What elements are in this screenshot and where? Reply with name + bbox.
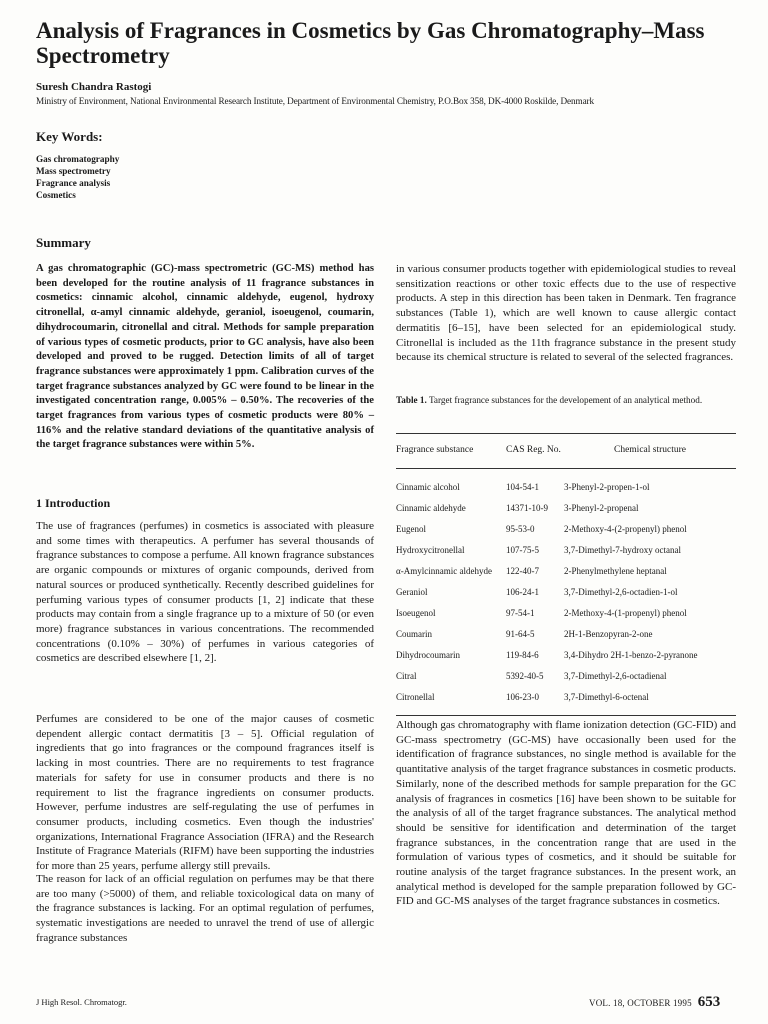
table-header-row [396, 434, 736, 469]
footer-volume: VOL. 18, OCTOBER 1995 [589, 998, 692, 1008]
table-cell-cas: 119-84-6 [506, 650, 539, 660]
table-cell-structure: 3,7-Dimethyl-2,6-octadien-1-ol [564, 587, 678, 597]
table-cell-structure: 3,7-Dimethyl-6-octenal [564, 687, 736, 716]
table-cell-substance: Cinnamic alcohol [396, 482, 460, 492]
table-cell-cas: 97-54-1 [506, 608, 535, 618]
table-cell-cas: 122-40-7 [506, 566, 539, 576]
table-cell-cas: 106-23-0 [506, 687, 564, 716]
summary-heading: Summary [36, 235, 91, 250]
introduction-paragraph-1: The use of fragrances (perfumes) in cosmetics is associated with pleasure and some times with therapeutics. A perfumer has several thousands of fragrance substances to compose a perfume. All known fragrance substances are organic compounds or mixtures of organic compounds, derived from natural sources or produced synthetically. Recently described guidelines for perfuming various types of consumer products [1, 2] indicate that these products may contain from a single fragrance up to a mixture of 50 (or even more) fragrance substances in various concentrations. The recommended concentrations (0.10% – 30%) of perfumes in various categories of cosmetics are described elsewhere [1, 2]. [36, 520, 374, 665]
table-caption-text: Target fragrance substances for the developement of an analytical method. [428, 395, 703, 405]
table-cell-substance: Cinnamic aldehyde [396, 503, 466, 513]
table-cell-cas: 106-24-1 [506, 587, 539, 597]
fragrance-table [396, 433, 736, 716]
table-cell-structure: 3,4-Dihydro 2H-1-benzo-2-pyranone [564, 650, 698, 660]
table-row [396, 469, 736, 498]
table-header-cas: CAS Reg. No. [506, 434, 564, 469]
table-cell-cas: 5392-40-5 [506, 671, 544, 681]
table-cell-structure: 2-Methoxy-4-(2-propenyl) phenol [564, 524, 687, 534]
table-cell-structure: 2-Phenylmethylene heptanal [564, 566, 667, 576]
table-cell-cas: 107-75-5 [506, 545, 539, 555]
table-cell-substance: Hydroxycitronellal [396, 545, 465, 555]
table-cell-cas: 14371-10-9 [506, 503, 548, 513]
keyword-item: Cosmetics [36, 190, 76, 200]
table-row [396, 645, 736, 666]
table-cell-structure: 3,7-Dimethyl-7-hydroxy octanal [564, 545, 681, 555]
introduction-paragraph-3: The reason for lack of an official regulation on perfumes may be that there are too many (>5000) of them, and reliable toxicological data on many of the fragrance substances is lacking. For an optimal regulation of perfumes, systematic investigations are needed to unravel the trend of use of allergic fragrance substances [36, 873, 374, 944]
table-caption [396, 394, 736, 406]
table-header-substance: Fragrance substance [396, 434, 506, 469]
table-cell-substance: Isoeugenol [396, 608, 436, 618]
introduction-paragraph-2: Perfumes are considered to be one of the major causes of cosmetic dependent allergic contact dermatitis [3 – 5]. Official regulation of ingredients that go into fragrances or the compound fragrances itself is lacking in most countries. There are no requirements to test fragrance materials for safety for use in consumer products and there is no requirement to list the fragrance ingredients on consumer products. However, perfume industres are self-regulating the use of perfumes in consumer products, including cosmetics. Even though the industries' organizations, International Fragrance Association (IFRA) and the Research Institute of Fragrance Materials (RIFM) have been supporting the industries for more than 25 years, perfume allergy still prevails. [36, 713, 374, 873]
table-cell-structure: 3,7-Dimethyl-2,6-octadienal [564, 671, 667, 681]
table-cell-substance: Eugenol [396, 524, 426, 534]
footer-journal: J High Resol. Chromatogr. [36, 997, 127, 1007]
table-cell-substance: α-Amylcinnamic aldehyde [396, 566, 492, 576]
table-row [396, 666, 736, 687]
table-cell-cas: 91-64-5 [506, 629, 535, 639]
keywords-list [36, 153, 119, 201]
table-row [396, 519, 736, 540]
article-title: Analysis of Fragrances in Cosmetics by Gas Chromatography–Mass Spectrometry [36, 18, 705, 68]
table-row [396, 603, 736, 624]
table-cell-structure: 2H-1-Benzopyran-2-one [564, 629, 653, 639]
table-row [396, 582, 736, 603]
table-cell-substance: Citral [396, 671, 417, 681]
table-cell-substance: Dihydrocoumarin [396, 650, 460, 660]
table-row [396, 687, 736, 716]
table-cell-substance: Coumarin [396, 629, 432, 639]
author-name: Suresh Chandra Rastogi [36, 81, 152, 93]
table-cell-substance: Citronellal [396, 687, 506, 716]
table-header-structure: Chemical structure [564, 434, 736, 469]
table-cell-substance: Geraniol [396, 587, 428, 597]
page-number: 653 [697, 994, 721, 1010]
table-row [396, 498, 736, 519]
right-column-paragraph-2: Although gas chromatography with flame ionization detection (GC-FID) and GC-mass spectrometry (GC-MS) have occasionally been used for the identification of fragrance substances, no single method is available for the quantitative analysis of the target fragrance substances in cosmetic products. Similarly, none of the described methods for sample preparation for the GC analysis of fragrances in cosmetics [16] have been shown to be suitable for the analysis of all of the target fragrance substances. The analytical method should be sensitive for identification and determination of the target fragrance substances, in the concentration range that are used in the formulation of various types of cosmetics, and it should be suitable for routine analysis of the target fragrance substances. In the present work, an analytical method is developed for the sample preparation followed by GC-FID and GC-MS analyses of the target fragrance substances in cosmetics. [396, 719, 736, 908]
table-row [396, 561, 736, 582]
table-cell-cas: 95-53-0 [506, 524, 535, 534]
keyword-item: Mass spectrometry [36, 166, 111, 176]
table-row [396, 624, 736, 645]
keyword-item: Gas chromatography [36, 154, 120, 164]
table-cell-structure: 2-Methoxy-4-(1-propenyl) phenol [564, 608, 687, 618]
right-column-paragraph-1: in various consumer products together with epidemiological studies to reveal sensitization reactions or other toxic effects due to the use of respective products. A step in this direction has been taken in Denmark. Ten fragrance substances (Table 1), which are well known to cause allergic contact dermatitis [6–15], have been selected for an epidemiological study. Citronellal is included as the 11th fragrance substance in the present study because its chemical structure is related to several of the selected fragrances. [396, 263, 736, 364]
keywords-heading: Key Words: [36, 129, 103, 144]
introduction-heading: 1 Introduction [36, 496, 111, 510]
table-caption-label: Table 1. [396, 395, 427, 405]
table-cell-structure: 3-Phenyl-2-propen-1-ol [564, 482, 650, 492]
keyword-item: Fragrance analysis [36, 178, 111, 188]
summary-text: A gas chromatographic (GC)-mass spectrometric (GC-MS) method has been developed for the routine analysis of 11 fragrance substances in cosmetics: cinnamic alcohol, cinnamic aldehyde, eugenol, hydroxy citronellal, α-amyl cinnamic aldehyde, geraniol, isoeugenol, coumarin, dihydrocoumarin, citronellal and citral. Methods for sample preparation of various types of cosmetic products, prior to GC analysis, have also been developed and proved to be rugged. Detection limits of all of target fragrance substances were approximately 1 ppm. Calibration curves of the target fragrance substances analyzed by GC were found to be linear in the investigated concentration range, 0.005% – 0.50%. The recoveries of the target fragrances from various types of cosmetic products were 80% – 116% and the relative standard deviations of the quantitative analysis of the target fragrance substances were within 5%. [36, 263, 374, 451]
footer-volume-page [589, 994, 720, 1011]
table-row [396, 540, 736, 561]
author-affiliation: Ministry of Environment, National Environmental Research Institute, Department of Environmental Chemistry, P.O.Box 358, DK-4000 Roskilde, Denmark [36, 96, 594, 106]
table-cell-structure: 3-Phenyl-2-propenal [564, 503, 639, 513]
table-cell-cas: 104-54-1 [506, 482, 539, 492]
